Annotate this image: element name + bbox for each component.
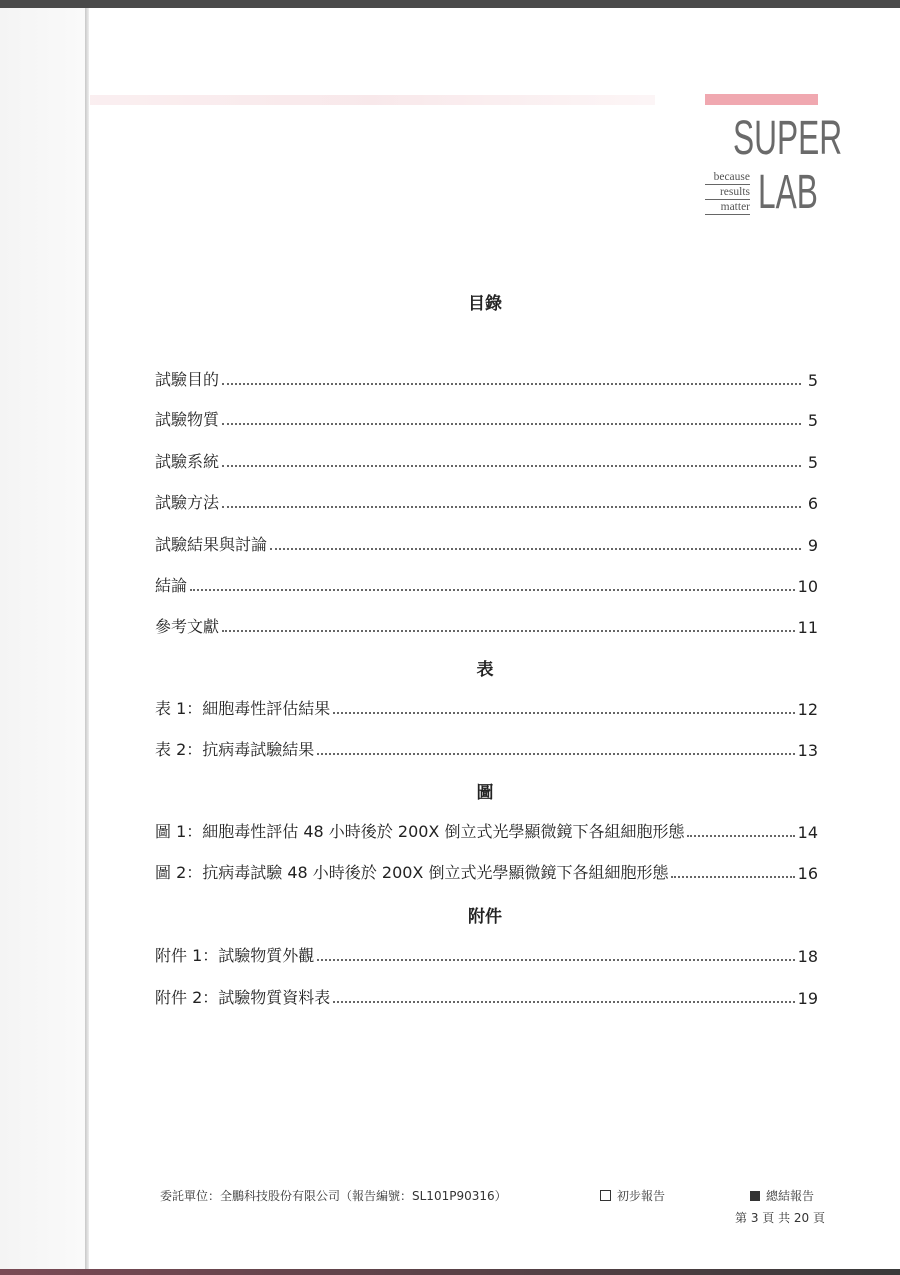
- scan-bottom-edge: [0, 1269, 900, 1275]
- toc-entry[interactable]: [155, 531, 818, 555]
- tables-heading: 表: [476, 660, 494, 680]
- logo-word-lab: LAB: [758, 166, 818, 219]
- toc-entry-title: 試驗目的: [155, 370, 220, 389]
- table-entry-page: 12: [797, 700, 818, 719]
- logo-tagline-line: matter: [705, 200, 750, 215]
- toc-entry-page: 5: [807, 453, 818, 472]
- appendix-entry[interactable]: [155, 984, 818, 1008]
- toc-entry-title: 試驗物質: [155, 410, 220, 429]
- appendix-entry[interactable]: [155, 942, 818, 966]
- toc-entry-page: 5: [807, 371, 818, 390]
- dot-leader: [317, 959, 794, 961]
- toc-entry-page: 10: [797, 577, 818, 596]
- page-left-margin: [0, 8, 85, 1275]
- toc-entry-title: 參考文獻: [155, 617, 220, 636]
- table-entry-title: 表 2：抗病毒試驗結果: [155, 740, 315, 759]
- appendix-entry-page: 19: [797, 989, 818, 1008]
- unchecked-box-icon: [600, 1190, 611, 1201]
- footer-final-report: [750, 1187, 814, 1204]
- toc-entry-title: 試驗系統: [155, 452, 220, 471]
- dot-leader: [333, 1001, 794, 1003]
- dot-leader: [190, 589, 795, 591]
- dot-leader: [222, 465, 801, 467]
- dot-leader: [270, 548, 801, 550]
- figures-heading: 圖: [476, 783, 494, 803]
- scan-top-edge: [0, 0, 900, 8]
- toc-entry[interactable]: [155, 366, 818, 390]
- table-entry[interactable]: [155, 736, 818, 760]
- table-entry-page: 13: [797, 741, 818, 760]
- figure-entry[interactable]: [155, 818, 818, 842]
- appendices-heading: 附件: [468, 907, 502, 927]
- dot-leader: [317, 753, 794, 755]
- toc-heading: 目錄: [468, 294, 502, 314]
- toc-entry[interactable]: [155, 406, 818, 430]
- dot-leader: [222, 630, 795, 632]
- appendix-entry-title: 附件 1：試驗物質外觀: [155, 946, 315, 965]
- toc-entry[interactable]: [155, 572, 818, 596]
- dot-leader: [222, 423, 801, 425]
- dot-leader: [222, 383, 801, 385]
- toc-entry-page: 5: [807, 411, 818, 430]
- logo-tagline-line: because: [705, 170, 750, 185]
- footer-page-number: 第 3 頁 共 20 頁: [735, 1211, 825, 1225]
- toc-entry[interactable]: [155, 489, 818, 513]
- figure-entry-page: 16: [797, 864, 818, 883]
- binding-spine: [85, 8, 89, 1275]
- toc-entry-page: 6: [807, 494, 818, 513]
- toc-entry-page: 9: [807, 536, 818, 555]
- logo-word-super: SUPER: [733, 112, 843, 165]
- table-entry-title: 表 1：細胞毒性評估結果: [155, 699, 331, 718]
- header-rule: [90, 95, 655, 105]
- figure-entry-title: 圖 2：抗病毒試驗 48 小時後於 200X 倒立式光學顯微鏡下各組細胞形態: [155, 863, 669, 882]
- dot-leader: [222, 506, 801, 508]
- figure-entry-page: 14: [797, 823, 818, 842]
- toc-entry-page: 11: [797, 618, 818, 637]
- toc-entry-title: 試驗方法: [155, 493, 220, 512]
- dot-leader: [687, 835, 794, 837]
- footer-client: 委託單位：全鵬科技股份有限公司（報告編號：SL101P90316）: [160, 1189, 507, 1203]
- figure-entry-title: 圖 1：細胞毒性評估 48 小時後於 200X 倒立式光學顯微鏡下各組細胞形態: [155, 822, 685, 841]
- logo-tagline-line: results: [705, 185, 750, 200]
- appendix-entry-title: 附件 2：試驗物質資料表: [155, 988, 331, 1007]
- footer-preliminary-report: [600, 1187, 665, 1204]
- toc-entry[interactable]: [155, 613, 818, 637]
- final-label: 總結報告: [766, 1189, 815, 1203]
- checked-box-icon: [750, 1191, 760, 1201]
- logo-tagline: [705, 170, 750, 215]
- dot-leader: [671, 876, 794, 878]
- toc-entry[interactable]: [155, 448, 818, 472]
- toc-entry-title: 試驗結果與討論: [155, 535, 268, 554]
- dot-leader: [333, 712, 794, 714]
- appendix-entry-page: 18: [797, 947, 818, 966]
- figure-entry[interactable]: [155, 859, 818, 883]
- preliminary-label: 初步報告: [617, 1189, 666, 1203]
- toc-entry-title: 結論: [155, 576, 188, 595]
- table-entry[interactable]: [155, 695, 818, 719]
- logo-accent-bar: [705, 94, 818, 105]
